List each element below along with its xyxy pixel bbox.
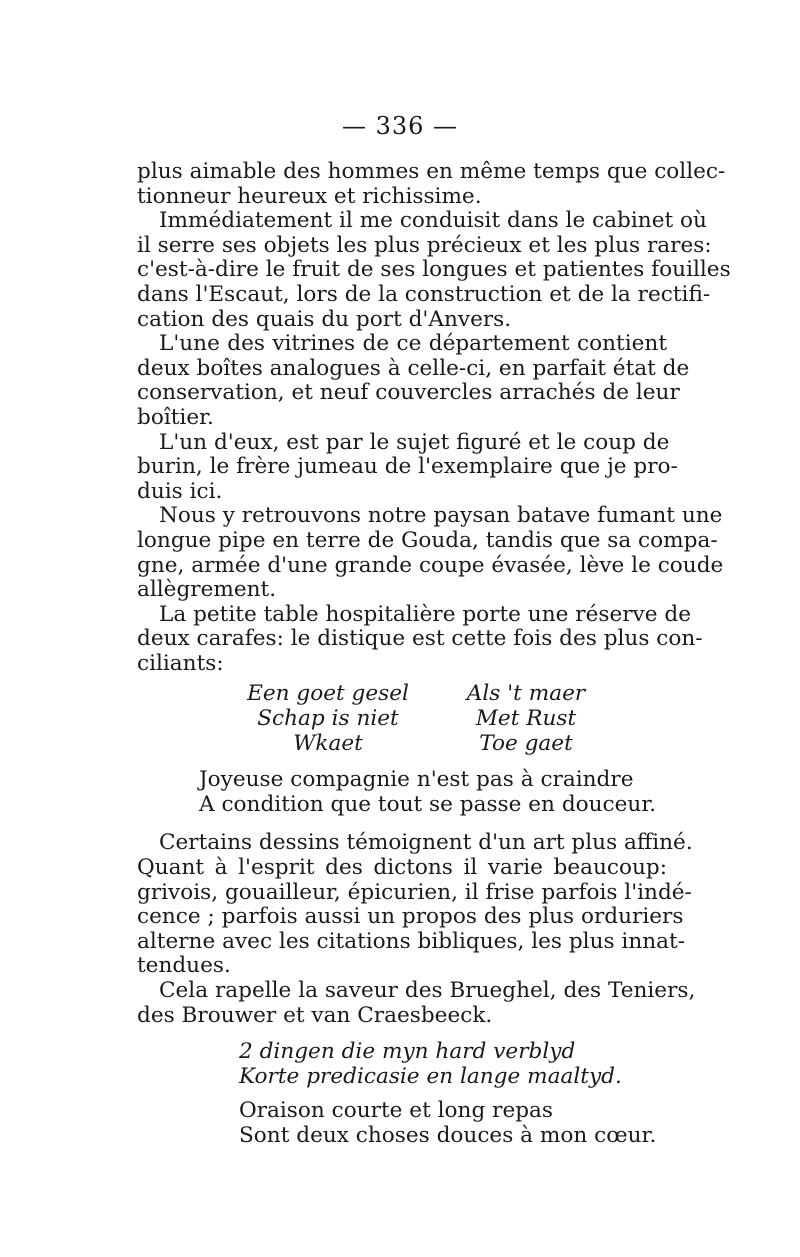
verse-cell: Met Rust	[475, 706, 577, 732]
text-line: plus aimable des hommes en même temps que collec-	[137, 159, 726, 184]
verse-row	[137, 732, 667, 757]
text-line: allègrement.	[137, 577, 277, 603]
text-line: La petite table hospitalière porte une réserve de	[159, 601, 691, 627]
text-line: conservation, et neuf couvercles arrachés de leur	[137, 380, 680, 406]
paragraph	[137, 601, 703, 677]
verse-line: A condition que tout se passe en douceur.	[199, 791, 657, 817]
text-line: L'une des vitrines de ce département contient	[159, 331, 667, 357]
paragraph	[137, 331, 690, 430]
verse-cell: Als 't maer	[466, 681, 586, 707]
verse-cell: Een goet gesel	[247, 681, 409, 707]
text-line: duis ici.	[137, 478, 223, 504]
verse-line: Korte predicasie en lange maaltyd.	[239, 1063, 622, 1089]
verse-cell: Schap is niet	[257, 706, 399, 732]
text-line: cence ; parfois aussi un propos des plus orduriers	[137, 904, 684, 930]
text-line: c'est-à-dire le fruit de ses longues et patientes fouilles	[137, 257, 731, 283]
verse-row	[137, 707, 667, 732]
paragraph	[137, 830, 693, 979]
text-line: ciliants:	[137, 650, 224, 676]
verse-cell: Toe gaet	[479, 730, 573, 756]
text-line: tionneur heureux et richissime.	[137, 183, 482, 209]
text-line: gne, armée d'une grande coupe évasée, lève le coude	[137, 552, 724, 578]
french-verse-1	[137, 768, 667, 817]
text-line: il serre ses objets les plus précieux et les plus rares:	[137, 232, 712, 258]
verse-line: 2 dingen die myn hard verblyd	[239, 1039, 576, 1065]
paragraph	[137, 978, 696, 1028]
flemish-verse-2	[137, 1040, 667, 1089]
text-line: L'un d'eux, est par le sujet figuré et le coup de	[159, 429, 670, 455]
paragraph	[137, 208, 731, 332]
text-line: alterne avec les citations bibliques, les plus innat-	[137, 928, 686, 954]
paragraph	[137, 159, 726, 209]
text-line: deux boîtes analogues à celle-ci, en parfait état de	[137, 355, 690, 381]
flemish-verse-1	[137, 682, 667, 756]
text-line: des Brouwer et van Craesbeeck.	[137, 1002, 493, 1028]
text-line: cation des quais du port d'Anvers.	[137, 306, 512, 332]
verse-cell: Wkaet	[293, 730, 363, 756]
text-line: grivois, gouailleur, épicurien, il frise parfois l'indé-	[137, 879, 692, 905]
paragraph	[137, 503, 724, 603]
text-line: boîtier.	[137, 404, 214, 430]
verse-line: Sont deux choses douces à mon cœur.	[239, 1122, 657, 1148]
page-number: — 336 —	[341, 112, 459, 140]
text-line: tendues.	[137, 953, 231, 979]
text-line: Nous y retrouvons notre paysan batave fumant une	[159, 503, 723, 529]
text-line: dans l'Escaut, lors de la construction et de la rectifi-	[137, 281, 711, 307]
text-line: burin, le frère jumeau de l'exemplaire que je pro-	[137, 454, 678, 480]
text-line: Cela rapelle la saveur des Brueghel, des Teniers,	[159, 978, 696, 1003]
french-verse-2	[137, 1099, 667, 1148]
verse-line: Joyeuse compagnie n'est pas à craindre	[199, 767, 634, 793]
verse-row	[137, 682, 667, 707]
text-line: Quant à l'esprit des dictons il varie beaucoup:	[137, 855, 667, 881]
text-line: longue pipe en terre de Gouda, tandis que sa compa-	[137, 527, 718, 553]
text-line: Certains dessins témoignent d'un art plus affiné.	[159, 830, 693, 856]
body-text	[137, 159, 731, 1149]
text-line: Immédiatement il me conduisit dans le cabinet où	[159, 208, 707, 234]
verse-line: Oraison courte et long repas	[239, 1098, 554, 1124]
paragraph	[137, 429, 678, 505]
text-line: deux carafes: le distique est cette fois des plus con-	[137, 626, 703, 652]
